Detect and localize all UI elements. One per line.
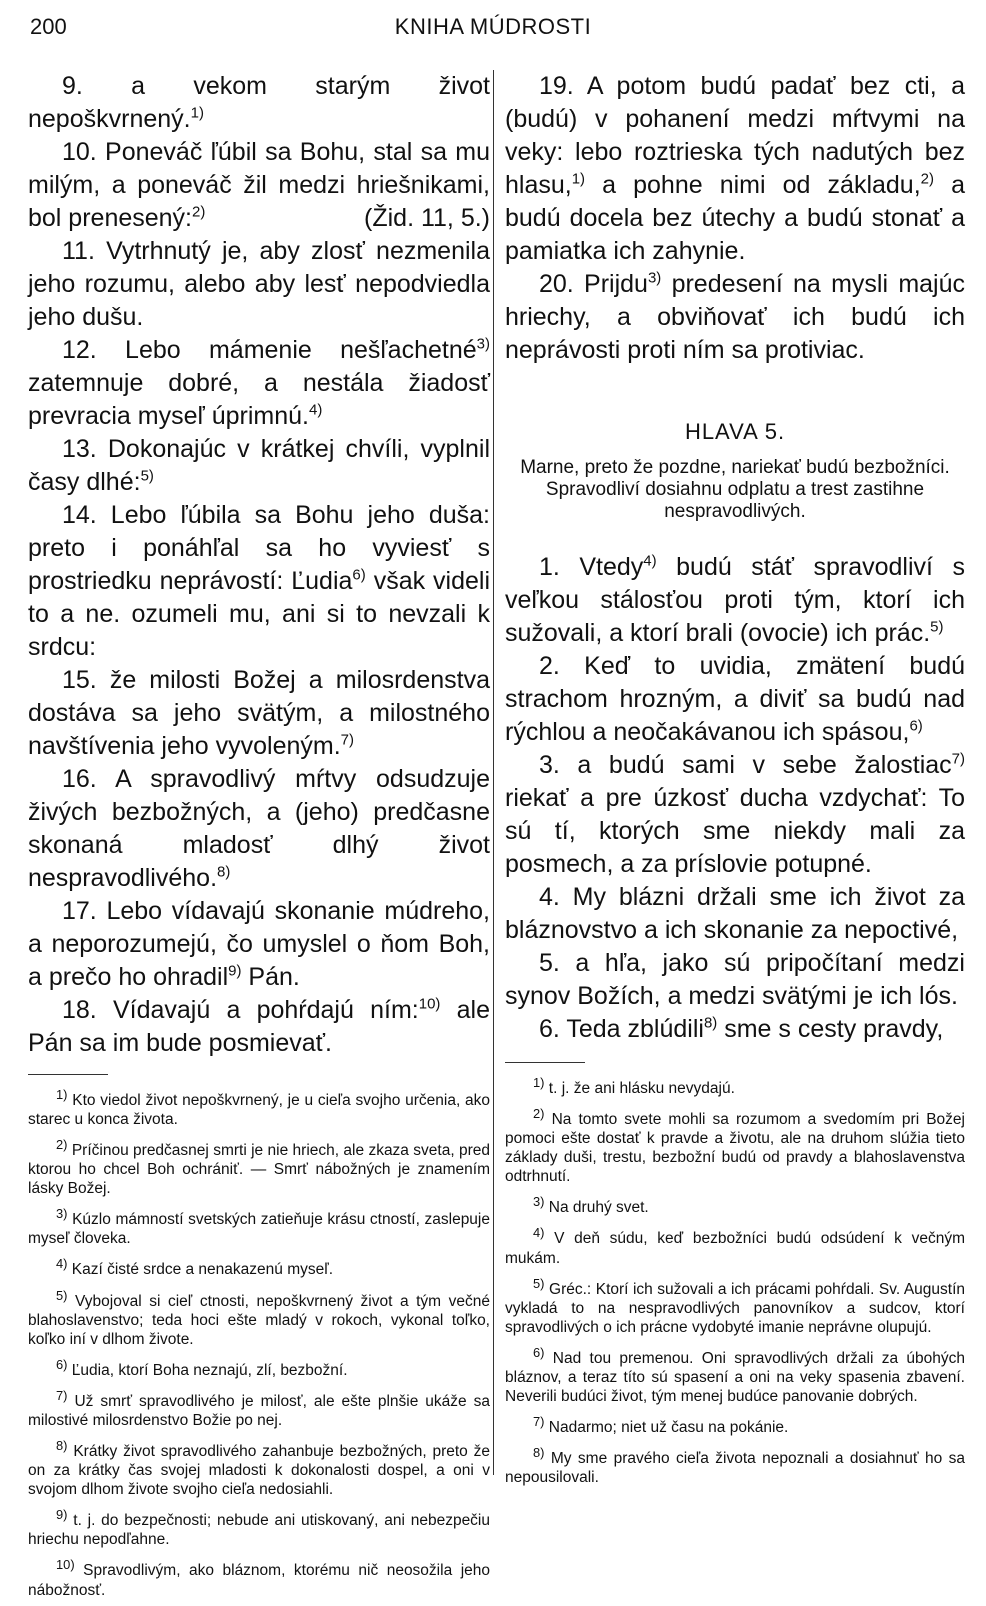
footnote: $^{7)}$ Už smrť spravodlivého je milosť, ale ešte plnšie ukáže sa milostivé milosrdenstvo Božie po nej. bbox=[28, 1387, 491, 1430]
verse-10: 10. Poneváč ľúbil sa Bohu, stal sa mu milým, a poneváč žil medzi hriešnikami, bol prenesený:$^{2)}$ (Žid. 11, 5.) bbox=[28, 136, 490, 235]
running-title: KNIHA MÚDROSTI bbox=[394, 14, 592, 39]
right-column bbox=[505, 70, 965, 1493]
verse-9: 9. a vekom starým život nepoškvrnený.$^{1)}$ bbox=[28, 72, 490, 133]
footnote: $^{9)}$ t. j. do bezpečnosti; nebude ani utiskovaný, ani nebezpečiu hriechu nepodľahne. bbox=[28, 1507, 490, 1549]
footnote: $^{3)}$ Kúzlo mámností svetských zatieňuje krásu ctností, zaslepuje myseľ človeka. bbox=[28, 1206, 490, 1248]
verse-17: 17. Lebo vídavajú skonanie múdreho, a neporozumejú, čo umyslel o ňom Boh, a prečo ho ohradil$^{9)}$ Pán. bbox=[28, 897, 490, 991]
footnote: $^{8)}$ My sme pravého cieľa života nepoznali a dosiahnuť ho sa nepousilovali. bbox=[505, 1445, 965, 1487]
footnote-rule bbox=[505, 1062, 585, 1063]
column-divider bbox=[493, 70, 494, 1475]
footnote: $^{7)}$ Nadarmo; niet už času na pokánie. bbox=[533, 1413, 789, 1437]
verse-19: 19. A potom budú padať bez cti, a (budú) v pohanení medzi mŕtvymi na veky: lebo roztrieska tých nadutých bez hlasu,$^{1)}$ a pohne nimi od základu,$^{2)}$ a budú docela bez útechy a budú stonať a pamiatka ich zahynie. bbox=[505, 72, 965, 265]
verse-14: 14. Lebo ľúbila sa Bohu jeho duša: preto i ponáhľal sa ho vyviesť s prostriedku neprávostí: Ľudia$^{6)}$ však videli to a ne. ozumeli mu, ani si to nevzali k srdcu: bbox=[28, 501, 490, 661]
left-column bbox=[28, 70, 490, 1606]
verse-3: 3. a budú sami v sebe žalostiac$^{7)}$ riekať a pre úzkosť ducha vzdychať: To sú tí, ktorých sme niekdy mali za posmech, a za príslovie potupné. bbox=[505, 750, 965, 878]
page-header bbox=[0, 14, 986, 48]
footnote: $^{2)}$ Príčinou predčasnej smrti je nie hriech, ale zkaza sveta, pred ktorou ho chcel Boh ochrániť. — Smrť nábožných je znamením lásky Božej. bbox=[28, 1137, 490, 1198]
footnote: $^{5)}$ Gréc.: Ktorí ich sužovali a ich prácami pohŕdali. Sv. Augustín vykladá to na nespravodlivých panovníkov a sudcov, ktorí spravodlivých o ich prácne vydobyté imanie neprávne olupujú. bbox=[505, 1275, 965, 1336]
footnote: $^{4)}$ V deň súdu, keď bezbožníci budú odsúdení k večným mukám. bbox=[505, 1225, 965, 1267]
footnote: $^{5)}$ Vybojoval si cieľ ctnosti, nepoškvrnený život a tým večné blahoslavenstvo; teda hoci ešte mladý v rokoch, vykonal toľko, koľko iní v dlhom živote. bbox=[28, 1287, 490, 1348]
verse-16: 16. A spravodlivý mŕtvy odsudzuje živých bezbožných, a (jeho) predčasne skonaná mladosť dlhý život nespravodlivého.$^{8)}$ bbox=[28, 765, 490, 892]
verse-6: 6. Teda zblúdili$^{8)}$ sme s cesty pravdy, bbox=[539, 1014, 944, 1043]
verse-5: 5. a hľa, jako sú pripočítaní medzi synov Božích, a medzi svätými je ich lós. bbox=[505, 949, 965, 1010]
verse-2: 2. Keď to uvidia, zmätení budú strachom hrozným, a diviť sa budú nad rýchlou a neočakávanou ich spásou,$^{6)}$ bbox=[505, 652, 965, 746]
footnote: $^{3)}$ Na druhý svet. bbox=[533, 1194, 649, 1217]
verse-1: 1. Vtedy$^{4)}$ budú stáť spravodliví s veľkou stálosťou proti tým, ktorí ich sužovali, a ktorí brali (ovocie) ich prác.$^{5)}$ bbox=[505, 552, 965, 647]
footnote: $^{1)}$ Kto viedol život nepoškvrnený, je u cieľa svojho určenia, ako starec u konca života. bbox=[28, 1087, 490, 1129]
verse-20: 20. Prijdu$^{3)}$ predesení na mysli majúc hriechy, a obviňovať ich budú ich neprávosti proti ním sa protiviac. bbox=[505, 269, 966, 364]
chapter-title: HLAVA 5. bbox=[684, 419, 786, 444]
verse-4: 4. My blázni držali sme ich život za bláznovstvo a ich skonanie za nepoctivé, bbox=[505, 883, 965, 944]
footnote: $^{10)}$ Spravodlivým, ako bláznom, ktorému nič neosožila jeho nábožnosť. bbox=[28, 1557, 490, 1599]
verse-12: 12. Lebo mámenie nešľachetné$^{3)}$ zatemnuje dobré, a nestála žiadosť prevracia myseľ úprimnú.$^{4)}$ bbox=[28, 335, 490, 430]
verse-13: 13. Dokonajúc v krátkej chvíli, vyplnil časy dlhé:$^{5)}$ bbox=[28, 435, 490, 496]
verse-18: 18. Vídavajú a pohŕdajú ním:$^{10)}$ ale Pán sa im bude posmievať. bbox=[28, 995, 490, 1057]
footnote-rule bbox=[28, 1074, 108, 1075]
verse-15: 15. že milosti Božej a milosrdenstva dostáva sa jeho svätým, a milostného navštívenia jeho vyvoleným.$^{7)}$ bbox=[28, 666, 490, 760]
footnote: $^{2)}$ Na tomto svete mohli sa rozumom a svedomím pri Božej pomoci ešte dostať k pravde a životu, ale na druhom slúžia tieto základy duši, trestu, bezbožní budú od pravdy a blahoslavenstva odtrhnutí. bbox=[505, 1106, 965, 1186]
cross-reference: (Žid. 11, 5.) bbox=[364, 204, 490, 232]
chapter-summary: Marne, preto že pozdne, nariekať budú bezbožníci. Spravodliví dosiahnu odplatu a trest zastihne nespravodlivých. bbox=[520, 457, 950, 522]
footnote: $^{6)}$ Ľudia, ktorí Boha neznajú, zlí, bezbožní. bbox=[56, 1356, 348, 1379]
footnote: $^{4)}$ Kazí čisté srdce a nenakazenú myseľ. bbox=[56, 1256, 334, 1279]
page-number: 200 bbox=[30, 14, 67, 39]
footnote: $^{1)}$ t. j. že ani hlásku nevydajú. bbox=[533, 1075, 735, 1098]
verse-11: 11. Vytrhnutý je, aby zlosť nezmenila jeho rozumu, alebo aby lesť nepodviedla jeho dušu. bbox=[28, 237, 490, 331]
footnote: $^{6)}$ Nad tou premenou. Oni spravodlivých držali za úbohých bláznov, a teraz títo sú spasení a oni na veky spasenia zbavení. Neverili budúci život, tým menej budúce panovanie dobrých. bbox=[505, 1344, 966, 1405]
footnote: $^{8)}$ Krátky život spravodlivého zahanbuje bezbožných, preto že on za krátky čas svojej mladosti k dokonalosti dospel, a oni v svojom dlhom živote svojho cieľa nedosiahli. bbox=[28, 1438, 491, 1499]
